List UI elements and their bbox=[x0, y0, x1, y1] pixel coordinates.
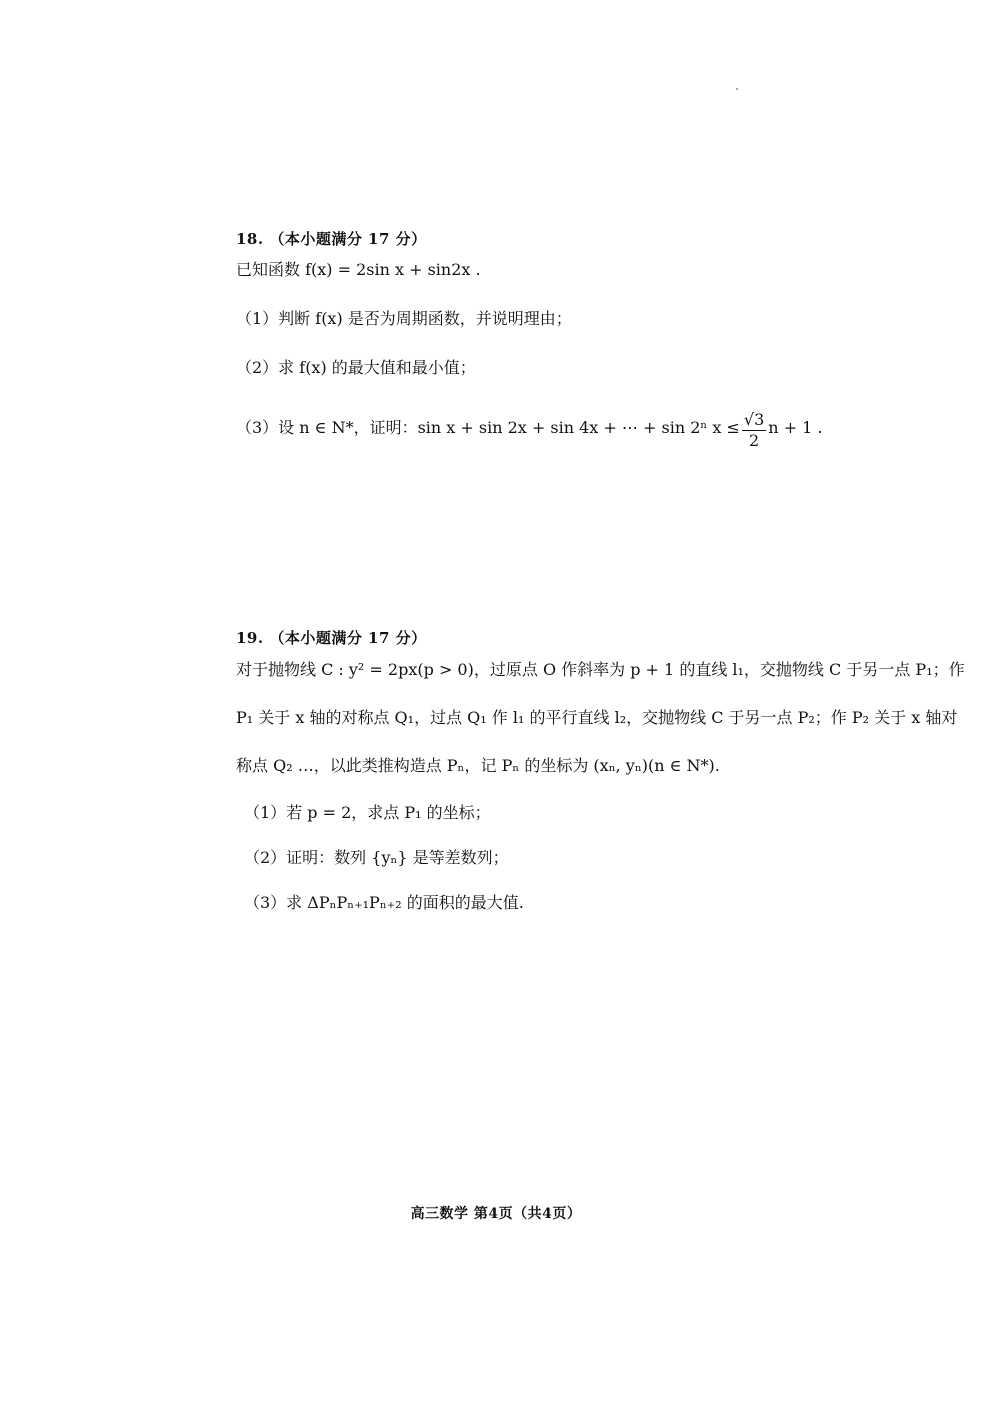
q19-line2: P₁ 关于 x 轴的对称点 Q₁，过点 Q₁ 作 l₁ 的平行直线 l₂，交抛物线 C 于另一点 P₂；作 P₂ 关于 x 轴对 bbox=[236, 708, 958, 727]
q19-header: 19. （本小题满分 17 分） bbox=[236, 629, 427, 647]
q19-part3: （3）求 ΔPₙPₙ₊₁Pₙ₊₂ 的面积的最大值. bbox=[244, 893, 524, 912]
q19-line1: 对于抛物线 C : y² = 2px(p > 0)，过原点 O 作斜率为 p + 1 的直线 l₁，交抛物线 C 于另一点 P₁；作 bbox=[236, 660, 965, 679]
q19-part2: （2）证明：数列 {yₙ} 是等差数列； bbox=[244, 848, 509, 867]
page-footer: 高三数学 第4页（共4页） bbox=[410, 1206, 582, 1222]
q19-line3: 称点 Q₂ …，以此类推构造点 Pₙ，记 Pₙ 的坐标为 (xₙ, yₙ)(n ∈ N*). bbox=[236, 756, 720, 775]
scan-speck bbox=[736, 88, 738, 90]
q18-fraction-denominator: 2 bbox=[749, 431, 760, 450]
q18-part3-suffix: n + 1 . bbox=[768, 418, 823, 437]
q18-part3-prefix: （3）设 n ∈ N*，证明：sin x + sin 2x + sin 4x + ⋯ + sin 2ⁿ x ≤ bbox=[236, 418, 740, 437]
q18-intro: 已知函数 f(x) = 2sin x + sin2x . bbox=[236, 260, 481, 279]
q18-fraction-numerator: √3 bbox=[743, 410, 765, 429]
q18-part1: （1）判断 f(x) 是否为周期函数，并说明理由； bbox=[236, 309, 572, 328]
q18-part3 bbox=[236, 410, 823, 450]
q19-part1: （1）若 p = 2，求点 P₁ 的坐标； bbox=[244, 803, 491, 822]
q18-header: 18. （本小题满分 17 分） bbox=[236, 230, 427, 248]
q18-part3-fraction bbox=[742, 412, 766, 449]
q18-part2: （2）求 f(x) 的最大值和最小值； bbox=[236, 358, 476, 377]
